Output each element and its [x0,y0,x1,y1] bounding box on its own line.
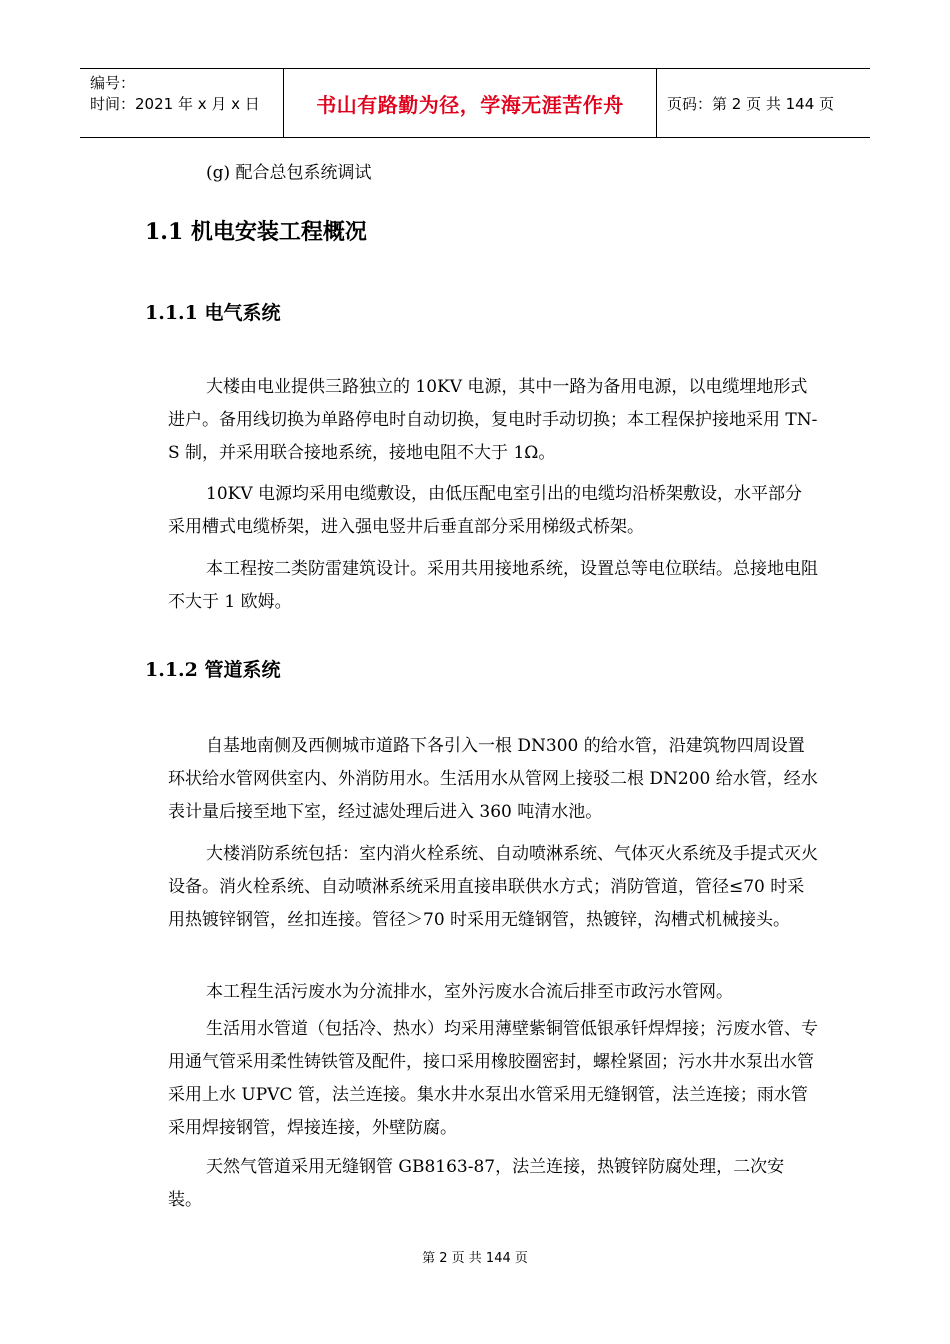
document-date: 时间：2021 年 x 月 x 日 [90,95,260,113]
header-motto: 书山有路勤为径，学海无涯苦作舟 [316,92,624,117]
page-footer: 第 2 页 共 144 页 [422,1251,528,1266]
header-meta [80,69,283,137]
paragraph: 10KV 电源均采用电缆敷设，由低压配电室引出的电缆均沿桥架敷设，水平部分采用槽式电缆桥架，进入强电竖井后垂直部分采用梯级式桥架。 [168,484,803,537]
paragraph: 本工程生活污废水为分流排水，室外污废水合流后排至市政污水管网。 [206,982,733,1002]
list-item-g: (g) 配合总包系统调试 [206,163,372,183]
subsection-title-electrical: 1.1.1 电气系统 [145,302,281,324]
paragraph: 生活用水管道（包括冷、热水）均采用薄壁紫铜管低银承钎焊焊接；污废水管、专用通气管采用柔性铸铁管及配件，接口采用橡胶圈密封，螺栓紧固；污水井水泵出水管采用上水 UPVC 管，法兰连接。集水井水泵出水管采用无缝钢管，法兰连接；雨水管采用焊接钢管，焊接连接，外壁防腐。 [168,1019,818,1138]
paragraph: 大楼消防系统包括：室内消火栓系统、自动喷淋系统、气体灭火系统及手提式灭火设备。消火栓系统、自动喷淋系统采用直接串联供水方式；消防管道，管径≤70 时采用热镀锌钢管，丝扣连接。管径＞70 时采用无缝钢管，热镀锌，沟槽式机械接头。 [168,844,818,930]
document-number-label: 编号： [90,74,136,92]
header-page-info: 页码：第 2 页 共 144 页 [667,94,835,113]
paragraph: 本工程按二类防雷建筑设计。采用共用接地系统，设置总等电位联结。总接地电阻不大于 1 欧姆。 [168,559,818,612]
page-header [80,68,870,138]
paragraph: 自基地南侧及西侧城市道路下各引入一根 DN300 的给水管，沿建筑物四周设置环状给水管网供室内、外消防用水。生活用水从管网上接驳二根 DN200 给水管，经水表计量后接至地下室，经过滤处理后进入 360 吨清水池。 [168,736,818,822]
subsection-title-piping: 1.1.2 管道系统 [145,659,281,681]
section-title: 1.1 机电安装工程概况 [145,219,367,245]
paragraph: 天然气管道采用无缝钢管 GB8163-87，法兰连接，热镀锌防腐处理，二次安装。 [168,1157,785,1210]
header-motto-cell [283,69,657,137]
paragraph: 大楼由电业提供三路独立的 10KV 电源，其中一路为备用电源，以电缆埋地形式进户。备用线切换为单路停电时自动切换，复电时手动切换；本工程保护接地采用 TN-S 制，并采用联合接地系统，接地电阻不大于 1Ω。 [168,377,818,463]
